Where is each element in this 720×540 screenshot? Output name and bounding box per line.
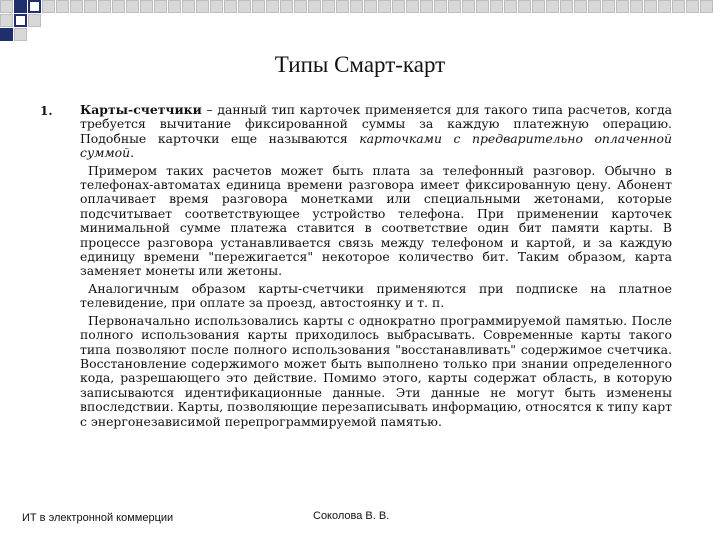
deco-square — [14, 28, 27, 41]
deco-square — [112, 0, 125, 13]
deco-square — [504, 0, 517, 13]
deco-square — [406, 0, 419, 13]
paragraph-text: – данный тип карточек применяется для такого типа расчетов, когда требуется вычитание фиксированной суммы за каждую платежную операцию. Подобные карточки еще называются — [80, 102, 672, 146]
decorative-squares — [0, 0, 720, 45]
deco-square — [28, 14, 41, 27]
deco-square — [518, 0, 531, 13]
deco-square — [70, 0, 83, 13]
paragraph-usage: Аналогичным образом карты-счетчики применяются при подписке на платное телевидение, при оплате за проезд, автостоянку и т. п. — [80, 280, 672, 311]
paragraph-example: Примером таких расчетов может быть плата за телефонный разговор. Обычно в телефонах-автоматах единица времени разговора имеет фиксированную цену. Абонент оплачивает время разговора монетками или специальными жетонами, которые подсчитывает соответствующее устройство телефона. При применении карточек минимальной сумме платежа ставится в соответствие один бит памяти карты. В процессе разговора устанавливается связь между телефоном и картой, и за каждую единицу времени "пережигается" некоторое количество бит. Таким образом, карта заменяет монеты или жетоны. — [80, 162, 672, 279]
deco-square — [378, 0, 391, 13]
deco-square — [574, 0, 587, 13]
deco-square — [364, 0, 377, 13]
deco-square — [196, 0, 209, 13]
deco-square — [630, 0, 643, 13]
deco-square — [168, 0, 181, 13]
deco-square — [700, 0, 713, 13]
slide-body — [80, 103, 672, 432]
list-number: 1. — [40, 104, 53, 118]
deco-square — [322, 0, 335, 13]
slide-title: Типы Смарт-карт — [274, 52, 446, 77]
deco-square — [56, 0, 69, 13]
deco-square — [42, 0, 55, 13]
deco-square — [252, 0, 265, 13]
deco-square — [532, 0, 545, 13]
deco-square — [672, 0, 685, 13]
paragraph-history: Первоначально использовались карты с однократно программируемой памятью. После полного использования карты приходилось выбрасывать. Современные карты такого типа позволяют после полного использования "восстанавливать" содержимое счетчика. Восстановление содержимого может быть выполнено только при знании определенного кода, разрешающего это действие. Помимо этого, карты содержат область, в которую записываются идентификационные данные. Эти данные не могут быть изменены впоследствии. Карты, позволяющие перезаписывать информацию, относятся к типу карт с энергонезависимой перепрограммируемой памятью. — [80, 312, 672, 429]
deco-square — [210, 0, 223, 13]
deco-square — [266, 0, 279, 13]
deco-square — [182, 0, 195, 13]
deco-square — [98, 0, 111, 13]
deco-square — [154, 0, 167, 13]
deco-square — [294, 0, 307, 13]
deco-square — [84, 0, 97, 13]
deco-square — [476, 0, 489, 13]
deco-square — [0, 0, 13, 13]
deco-square — [462, 0, 475, 13]
deco-square — [350, 0, 363, 13]
deco-square — [140, 0, 153, 13]
deco-square — [336, 0, 349, 13]
italic-term: карточками с предварительно оплаченной суммой — [80, 130, 672, 161]
deco-square — [0, 28, 13, 41]
deco-square — [392, 0, 405, 13]
deco-square — [280, 0, 293, 13]
deco-square — [490, 0, 503, 13]
deco-square — [448, 0, 461, 13]
deco-square — [686, 0, 699, 13]
deco-square — [616, 0, 629, 13]
deco-square — [14, 14, 27, 27]
paragraph-definition — [80, 103, 672, 161]
deco-square — [546, 0, 559, 13]
deco-square — [224, 0, 237, 13]
deco-square — [644, 0, 657, 13]
footer-author: Соколова В. В. — [313, 510, 390, 522]
deco-square — [238, 0, 251, 13]
deco-square — [308, 0, 321, 13]
deco-square — [434, 0, 447, 13]
deco-square — [602, 0, 615, 13]
deco-square — [658, 0, 671, 13]
deco-square — [560, 0, 573, 13]
deco-square — [420, 0, 433, 13]
footer-course: ИТ в электронной коммерции — [22, 512, 174, 524]
deco-square — [28, 0, 41, 13]
deco-square — [588, 0, 601, 13]
paragraph-text: . — [130, 145, 135, 161]
deco-square — [126, 0, 139, 13]
deco-square — [0, 14, 13, 27]
term-card-counter: Карты-счетчики — [80, 102, 202, 117]
deco-square — [14, 0, 27, 13]
